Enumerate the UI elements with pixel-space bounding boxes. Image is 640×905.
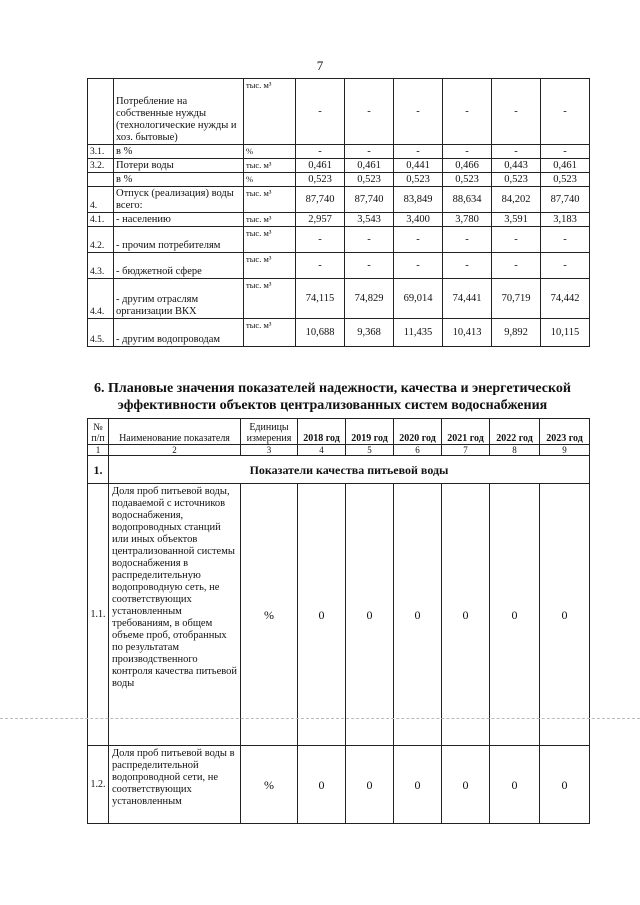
page-number: 7 xyxy=(316,58,324,73)
value-cell: 0 xyxy=(442,746,490,824)
row-name: Потребление на собственные нужды (технологические нужды и хоз. бытовые) xyxy=(114,79,244,145)
value-cell: 10,115 xyxy=(541,319,590,347)
row-name: Отпуск (реализация) воды всего: xyxy=(114,187,244,213)
unit-cell: тыс. м³ xyxy=(244,319,296,347)
header-year: 2018 год xyxy=(298,419,346,445)
row-name: - прочим потребителям xyxy=(114,227,244,253)
value-cell: 0,461 xyxy=(345,159,394,173)
section-number: 1. xyxy=(88,456,109,484)
value-cell: 9,368 xyxy=(345,319,394,347)
table-row xyxy=(88,319,590,347)
value-cell: 0 xyxy=(298,484,346,746)
unit-cell: тыс. м³ xyxy=(244,159,296,173)
unit-cell: тыс. м³ xyxy=(244,279,296,319)
unit-cell: тыс. м³ xyxy=(244,187,296,213)
value-cell: 0,461 xyxy=(296,159,345,173)
row-number: 4.2. xyxy=(88,227,114,253)
table-row xyxy=(88,746,590,824)
row-name: Потери воды xyxy=(114,159,244,173)
table-row xyxy=(88,484,590,746)
unit-cell: % xyxy=(241,484,298,746)
header-row xyxy=(88,419,590,445)
value-cell: 0 xyxy=(540,484,590,746)
row-number: 4.1. xyxy=(88,213,114,227)
header-year: 2022 год xyxy=(490,419,540,445)
value-cell: 83,849 xyxy=(394,187,443,213)
value-cell: 2,957 xyxy=(296,213,345,227)
value-cell: - xyxy=(394,145,443,159)
value-cell: - xyxy=(492,227,541,253)
row-number: 1.2. xyxy=(88,746,109,824)
value-cell: - xyxy=(443,227,492,253)
header-year: 2019 год xyxy=(346,419,394,445)
value-cell: - xyxy=(443,79,492,145)
value-cell: - xyxy=(394,253,443,279)
row-name: - другим водопроводам xyxy=(114,319,244,347)
unit-cell: % xyxy=(244,145,296,159)
row-name: - населению xyxy=(114,213,244,227)
value-cell: 10,413 xyxy=(443,319,492,347)
unit-cell: тыс. м³ xyxy=(244,213,296,227)
column-index: 1 xyxy=(88,445,109,456)
value-cell: - xyxy=(541,145,590,159)
table-row xyxy=(88,187,590,213)
column-index: 7 xyxy=(442,445,490,456)
header-num: № п/п xyxy=(88,419,109,445)
value-cell: 0 xyxy=(442,484,490,746)
value-cell: 3,591 xyxy=(492,213,541,227)
column-index: 5 xyxy=(346,445,394,456)
unit-cell: % xyxy=(241,746,298,824)
value-cell: 74,115 xyxy=(296,279,345,319)
value-cell: - xyxy=(492,79,541,145)
value-cell: - xyxy=(296,227,345,253)
value-cell: - xyxy=(345,253,394,279)
column-index: 3 xyxy=(241,445,298,456)
value-cell: - xyxy=(492,253,541,279)
table-row xyxy=(88,79,590,145)
value-cell: 69,014 xyxy=(394,279,443,319)
value-cell: 70,719 xyxy=(492,279,541,319)
value-cell: 0 xyxy=(298,746,346,824)
row-name: в % xyxy=(114,173,244,187)
value-cell: - xyxy=(541,227,590,253)
table-row xyxy=(88,279,590,319)
table-row xyxy=(88,173,590,187)
value-cell: 74,442 xyxy=(541,279,590,319)
value-cell: 0,523 xyxy=(443,173,492,187)
row-name: - другим отраслям организации ВКХ xyxy=(114,279,244,319)
value-cell: - xyxy=(394,227,443,253)
section-heading: 6. Плановые значения показателей надежности, качества и энергетической эффективности объектов централизованных систем водоснабжения xyxy=(94,381,571,413)
value-cell: 0,441 xyxy=(394,159,443,173)
row-name: - бюджетной сфере xyxy=(114,253,244,279)
table-row xyxy=(88,227,590,253)
value-cell: 0 xyxy=(540,746,590,824)
value-cell: - xyxy=(296,253,345,279)
value-cell: 87,740 xyxy=(345,187,394,213)
value-cell: 87,740 xyxy=(296,187,345,213)
value-cell: 10,688 xyxy=(296,319,345,347)
value-cell: - xyxy=(345,227,394,253)
column-index-row xyxy=(88,445,590,456)
header-year: 2020 год xyxy=(394,419,442,445)
indicator-name: Доля проб питьевой воды в распределительной водопроводной сети, не соответствующих установленным xyxy=(109,746,241,824)
header-year: 2021 год xyxy=(442,419,490,445)
value-cell: 11,435 xyxy=(394,319,443,347)
value-cell: 0 xyxy=(346,746,394,824)
section-title: Показатели качества питьевой воды xyxy=(109,456,590,484)
water-balance-table xyxy=(87,78,590,347)
row-number: 3.1. xyxy=(88,145,114,159)
row-number: 3.2. xyxy=(88,159,114,173)
value-cell: - xyxy=(492,145,541,159)
value-cell: 87,740 xyxy=(541,187,590,213)
value-cell: 3,183 xyxy=(541,213,590,227)
value-cell: - xyxy=(394,79,443,145)
value-cell: 74,441 xyxy=(443,279,492,319)
value-cell: 0,523 xyxy=(345,173,394,187)
value-cell: 3,543 xyxy=(345,213,394,227)
value-cell: 74,829 xyxy=(345,279,394,319)
table-row xyxy=(88,145,590,159)
value-cell: 0,523 xyxy=(492,173,541,187)
value-cell: 84,202 xyxy=(492,187,541,213)
value-cell: - xyxy=(541,79,590,145)
value-cell: 0,443 xyxy=(492,159,541,173)
value-cell: 0 xyxy=(394,484,442,746)
value-cell: 0,523 xyxy=(296,173,345,187)
value-cell: - xyxy=(296,79,345,145)
column-index: 2 xyxy=(109,445,241,456)
scan-fold-line xyxy=(0,718,640,719)
header-name: Наименование показателя xyxy=(109,419,241,445)
value-cell: 0,461 xyxy=(541,159,590,173)
row-number: 1.1. xyxy=(88,484,109,746)
value-cell: - xyxy=(345,79,394,145)
value-cell: 0,466 xyxy=(443,159,492,173)
header-year: 2023 год xyxy=(540,419,590,445)
row-number xyxy=(88,79,114,145)
unit-cell: тыс. м³ xyxy=(244,253,296,279)
column-index: 8 xyxy=(490,445,540,456)
value-cell: 0,523 xyxy=(394,173,443,187)
value-cell: 0 xyxy=(490,746,540,824)
value-cell: 0 xyxy=(346,484,394,746)
value-cell: 0 xyxy=(490,484,540,746)
value-cell: 9,892 xyxy=(492,319,541,347)
value-cell: 0,523 xyxy=(541,173,590,187)
table-row xyxy=(88,253,590,279)
value-cell: 0 xyxy=(394,746,442,824)
unit-cell: % xyxy=(244,173,296,187)
performance-indicators-table xyxy=(87,418,590,824)
row-number: 4.5. xyxy=(88,319,114,347)
row-number xyxy=(88,173,114,187)
row-number: 4. xyxy=(88,187,114,213)
row-name: в % xyxy=(114,145,244,159)
value-cell: - xyxy=(443,145,492,159)
value-cell: - xyxy=(345,145,394,159)
indicator-name: Доля проб питьевой воды, подаваемой с источников водоснабжения, водопроводных станций или иных объектов централизованной системы водоснабжения в распределительную водопроводную сеть, не соответствующих установленным требованиям, в общем объеме проб, отобранных по результатам производственного контроля качества питьевой воды xyxy=(109,484,241,746)
value-cell: 3,780 xyxy=(443,213,492,227)
value-cell: 3,400 xyxy=(394,213,443,227)
row-number: 4.3. xyxy=(88,253,114,279)
section-row xyxy=(88,456,590,484)
unit-cell: тыс. м³ xyxy=(244,227,296,253)
unit-cell: тыс. м³ xyxy=(244,79,296,145)
column-index: 9 xyxy=(540,445,590,456)
value-cell: - xyxy=(296,145,345,159)
value-cell: - xyxy=(541,253,590,279)
header-unit: Единицы измерения xyxy=(241,419,298,445)
column-index: 4 xyxy=(298,445,346,456)
table-row xyxy=(88,213,590,227)
value-cell: 88,634 xyxy=(443,187,492,213)
row-number: 4.4. xyxy=(88,279,114,319)
column-index: 6 xyxy=(394,445,442,456)
table-row xyxy=(88,159,590,173)
value-cell: - xyxy=(443,253,492,279)
